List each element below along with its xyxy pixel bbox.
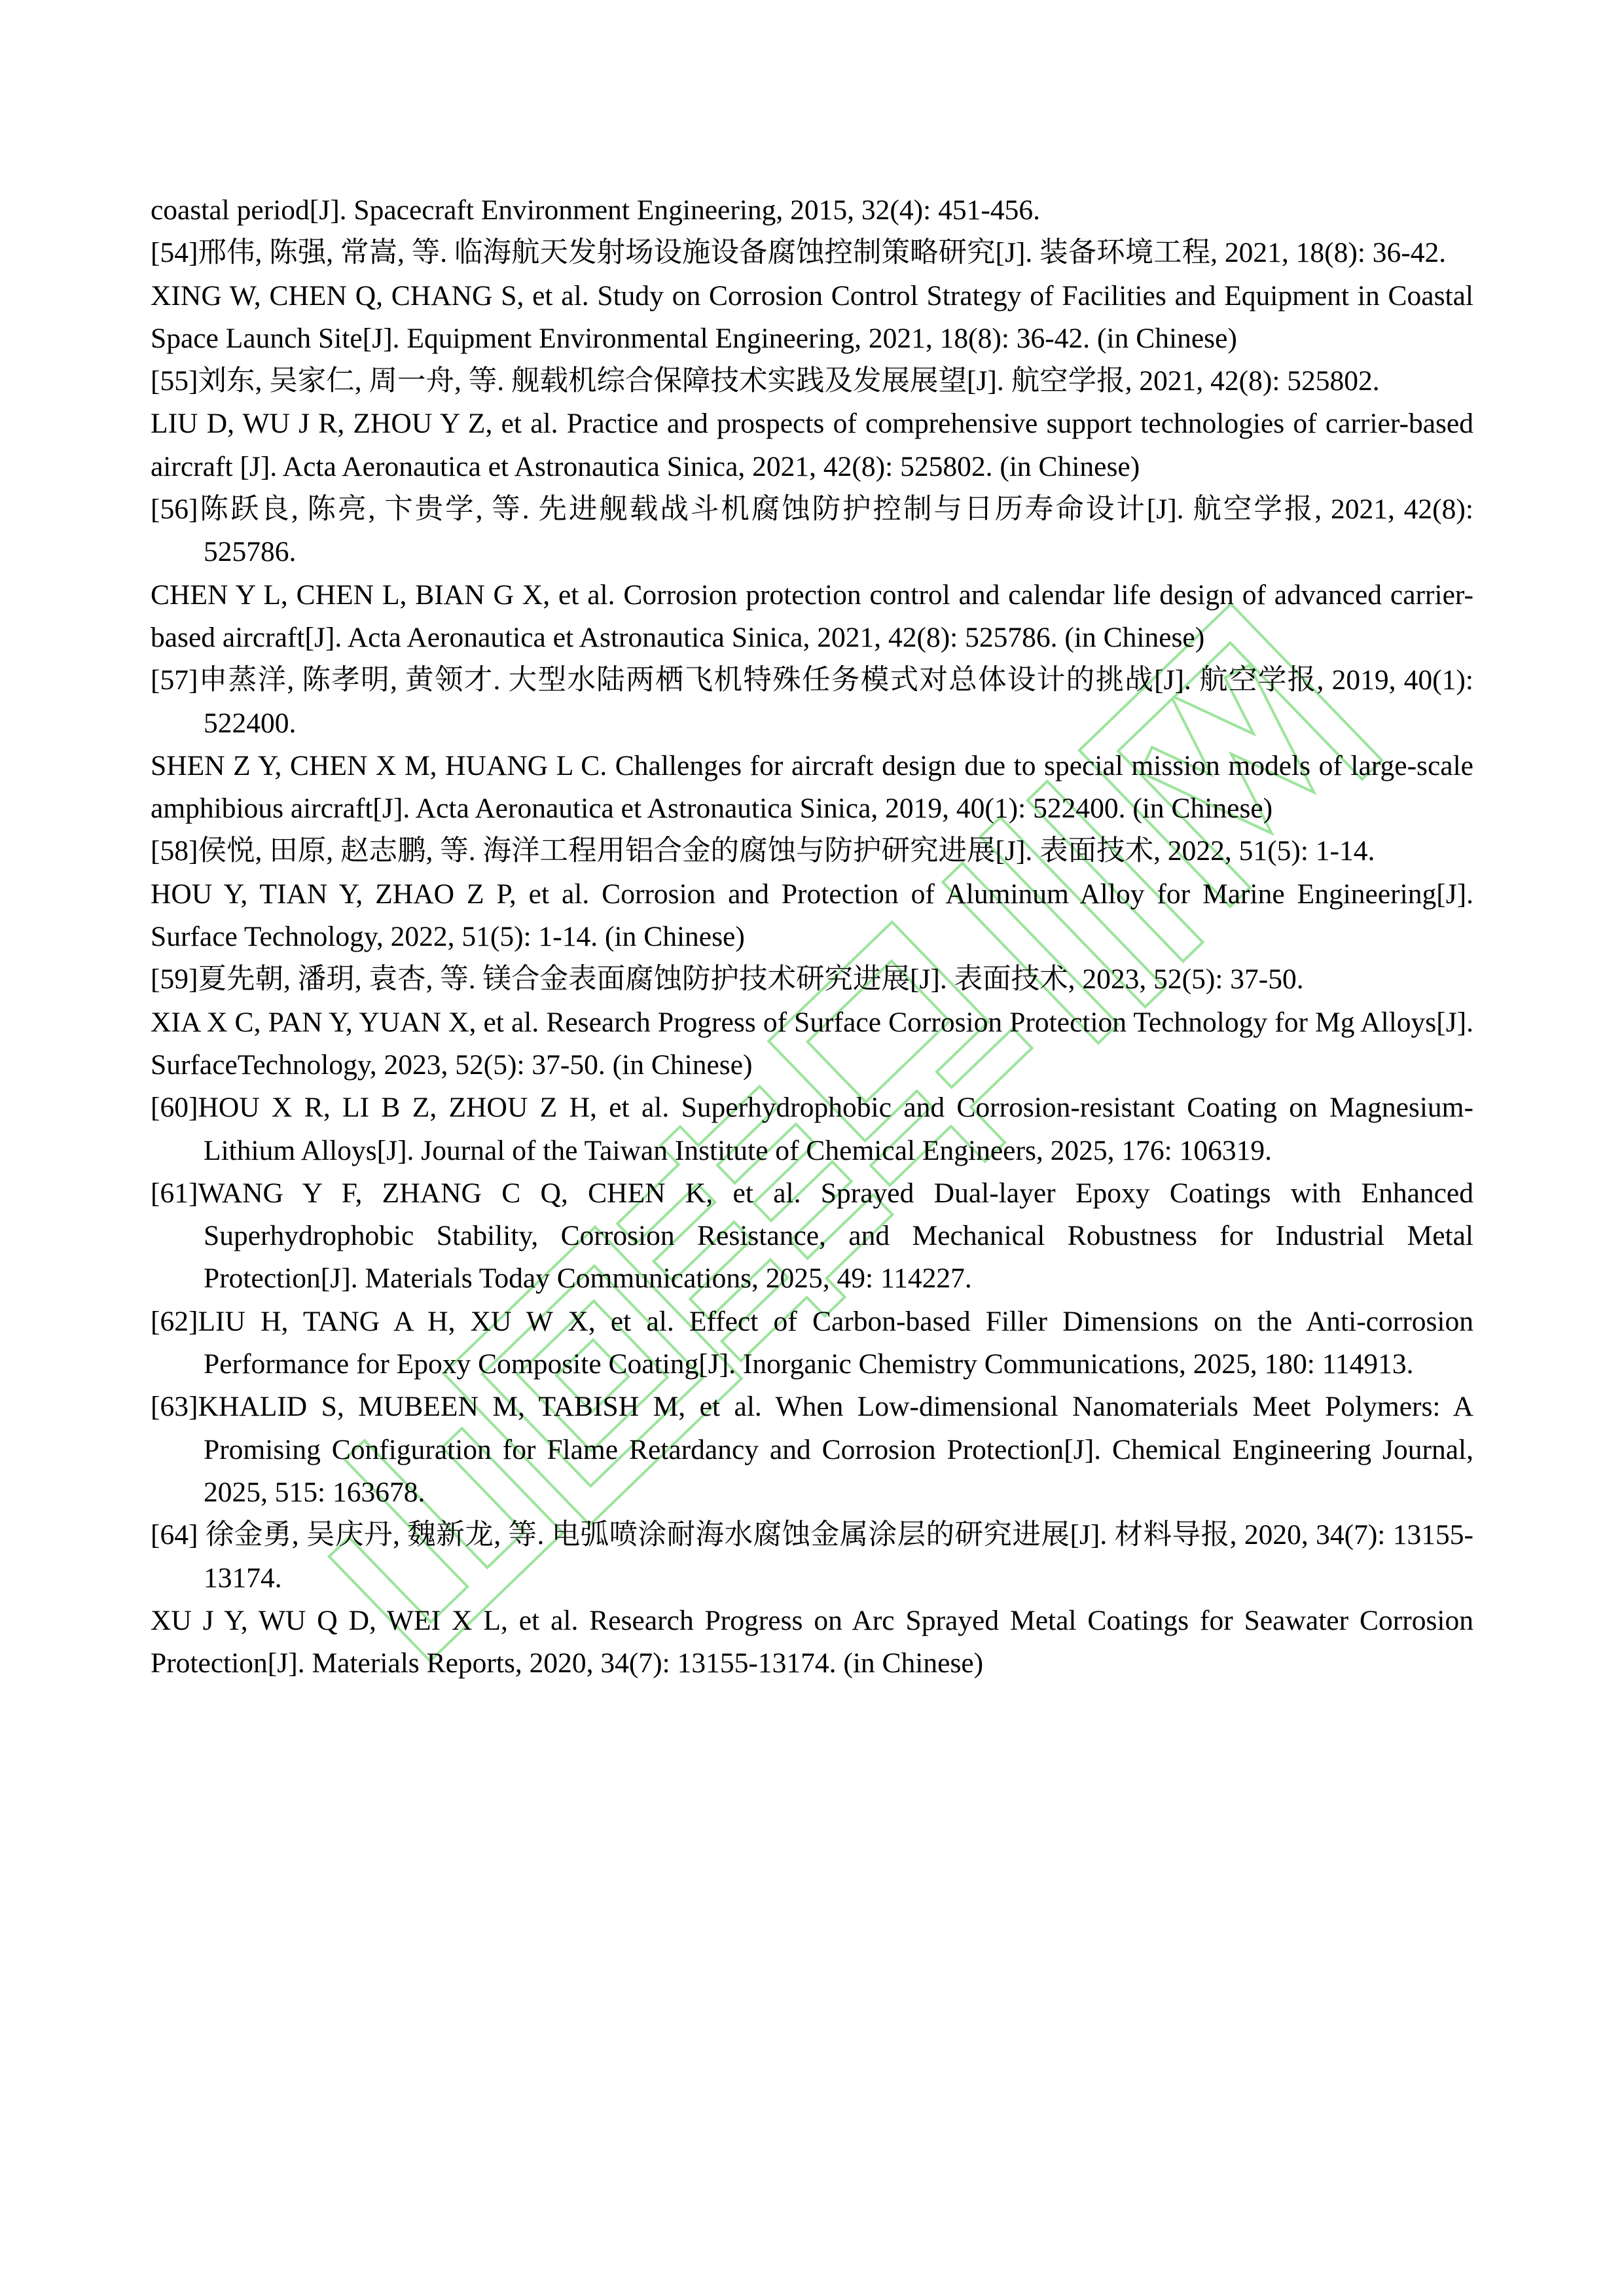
reference-citation-cn: [56]陈跃良, 陈亮, 卞贵学, 等. 先进舰载战斗机腐蚀防护控制与日历寿命设计[J]. 航空学报, 2021, 42(8): 525786. [151,493,1473,568]
reference-citation-cn: [57]申蒸洋, 陈孝明, 黄领才. 大型水陆两栖飞机特殊任务模式对总体设计的挑战[J]. 航空学报, 2019, 40(1): 522400. [151,664,1473,739]
reference-citation-en: [60]HOU X R, LI B Z, ZHOU Z H, et al. Superhydrophobic and Corrosion-resistant Coating on Magnesium-Lithium Alloys[J]. Journal of the Taiwan Institute of Chemical Engineers, 2025, 176: 106319. [151,1092,1473,1166]
references-list [151,189,1473,1685]
reference-translation-en: LIU D, WU J R, ZHOU Y Z, et al. Practice and prospects of comprehensive support technologies of carrier-based aircraft [J]. Acta Aeronautica et Astronautica Sinica, 2021, 42(8): 525802. (in Chinese) [151,408,1473,482]
reference-citation-en: [63]KHALID S, MUBEEN M, TABISH M, et al. When Low-dimensional Nanomaterials Meet Polymers: A Promising Configuration for Flame Retardancy and Corrosion Protection[J]. Chemical Engineering Journal, 2025, 515: 163678. [151,1391,1473,1508]
reference-citation-cn: [59]夏先朝, 潘玥, 袁杏, 等. 镁合金表面腐蚀防护技术研究进展[J]. 表面技术, 2023, 52(5): 37-50. [151,963,1304,996]
reference-citation-en: [61]WANG Y F, ZHANG C Q, CHEN K, et al. Sprayed Dual-layer Epoxy Coatings with Enhanced Superhydrophobic Stability, Corrosion Resistance, and Mechanical Robustness for Industrial Metal Protection[J]. Materials Today Communications, 2025, 49: 114227. [151,1177,1473,1295]
reference-translation-en: XU J Y, WU Q D, WEI X L, et al. Research Progress on Arc Sprayed Metal Coatings for Seawater Corrosion Protection[J]. Materials Reports, 2020, 34(7): 13155-13174. (in Chinese) [151,1604,1473,1679]
reference-citation-cn: [64] 徐金勇, 吴庆丹, 魏新龙, 等. 电弧喷涂耐海水腐蚀金属涂层的研究进展[J]. 材料导报, 2020, 34(7): 13155-13174. [151,1519,1473,1594]
reference-translation-en: SHEN Z Y, CHEN X M, HUANG L C. Challenges for aircraft design due to special mission models of large-scale amphibious aircraft[J]. Acta Aeronautica et Astronautica Sinica, 2019, 40(1): 522400. (in Chinese) [151,749,1473,825]
reference-citation-en: [62]LIU H, TANG A H, XU W X, et al. Effect of Carbon-based Filler Dimensions on the Anti-corrosion Performance for Epoxy Composite Coating[J]. Inorganic Chemistry Communications, 2025, 180: 114913. [151,1305,1473,1380]
reference-translation-en: HOU Y, TIAN Y, ZHAO Z P, et al. Corrosion and Protection of Aluminum Alloy for Marine Engineering[J]. Surface Technology, 2022, 51(5): 1-14. (in Chinese) [151,878,1473,953]
reference-translation-en: CHEN Y L, CHEN L, BIAN G X, et al. Corrosion protection control and calendar life design of advanced carrier-based aircraft[J]. Acta Aeronautica et Astronautica Sinica, 2021, 42(8): 525786. (in Chinese) [151,579,1473,653]
reference-translation-en: XING W, CHEN Q, CHANG S, et al. Study on Corrosion Control Strategy of Facilities and Equipment in Coastal Space Launch Site[J]. Equipment Environmental Engineering, 2021, 18(8): 36-42. (in Chinese) [151,279,1473,354]
reference-translation-en: XIA X C, PAN Y, YUAN X, et al. Research Progress of Surface Corrosion Protection Technology for Mg Alloys[J]. SurfaceTechnology, 2023, 52(5): 37-50. (in Chinese) [151,1006,1473,1081]
reference-continuation: coastal period[J]. Spacecraft Environment Engineering, 2015, 32(4): 451-456. [151,194,1040,226]
reference-citation-cn: [55]刘东, 吴家仁, 周一舟, 等. 舰载机综合保障技术实践及发展展望[J]. 航空学报, 2021, 42(8): 525802. [151,365,1380,397]
reference-citation-cn: [54]邢伟, 陈强, 常嵩, 等. 临海航天发射场设施设备腐蚀控制策略研究[J]. 装备环境工程, 2021, 18(8): 36-42. [151,237,1447,269]
reference-citation-cn: [58]侯悦, 田原, 赵志鹏, 等. 海洋工程用铝合金的腐蚀与防护研究进展[J]. 表面技术, 2022, 51(5): 1-14. [151,835,1375,867]
